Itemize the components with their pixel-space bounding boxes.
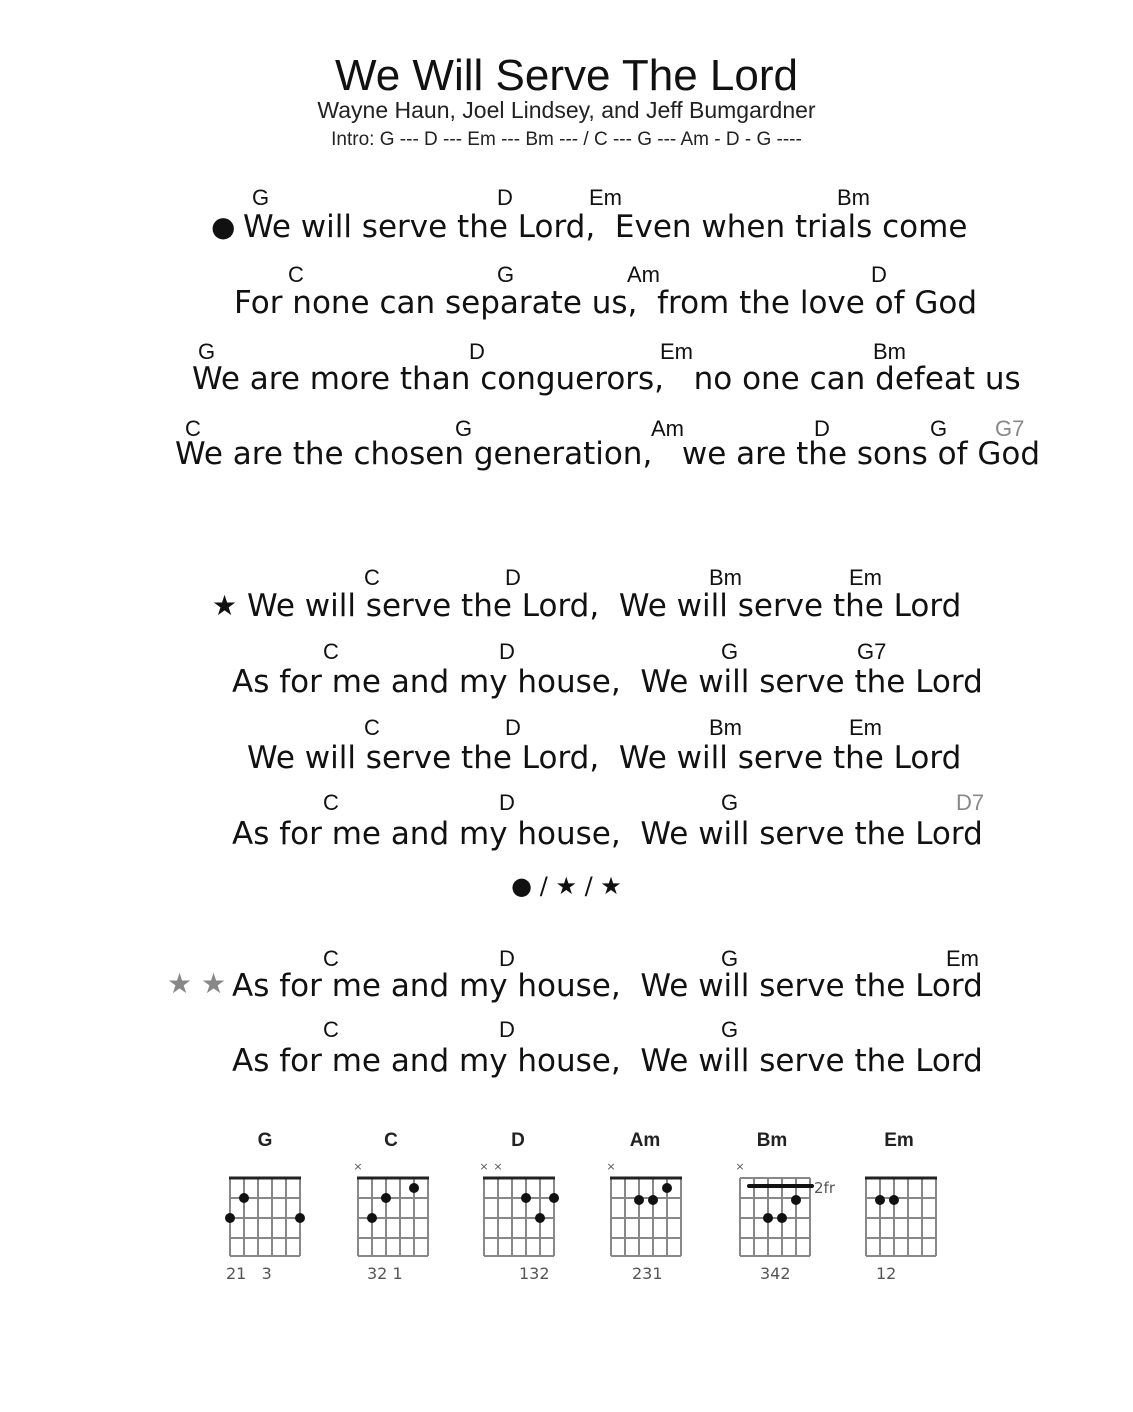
chord-label: D — [499, 790, 515, 815]
muted-string-marker: × — [493, 1160, 503, 1173]
chord-label: C — [288, 262, 304, 287]
tag-marker-stars: ★ ★ — [167, 967, 227, 1000]
chord-diagram-fingering: 32 1 — [367, 1264, 403, 1283]
chord-diagram-fingering: 12 — [876, 1264, 897, 1283]
chord-label: G7 — [857, 639, 887, 664]
verse-marker-bullet: ● — [211, 210, 236, 243]
muted-string-marker: × — [735, 1160, 745, 1173]
chord-label: Em — [660, 339, 693, 364]
fret-label: 2fr — [814, 1179, 835, 1197]
chord-label: C — [364, 565, 380, 590]
chord-label: Am — [651, 416, 684, 441]
chord-diagram-fingering: 21 3 — [226, 1264, 272, 1283]
lyric-line: As for me and my house, We will serve the Lord — [232, 968, 983, 1004]
chord-label: D — [499, 639, 515, 664]
chord-label: G — [721, 946, 739, 971]
chord-diagram-g — [225, 1130, 305, 1283]
chord-label: Bm — [709, 715, 742, 740]
chord-label: G — [721, 790, 739, 815]
chord-label: Em — [849, 565, 882, 590]
chord-label: Bm — [837, 185, 870, 210]
lyric-line: We are more than conguerors, no one can defeat us — [192, 361, 1021, 397]
chord-label: G — [930, 416, 948, 441]
song-authors: Wayne Haun, Joel Lindsey, and Jeff Bumgardner — [317, 97, 816, 123]
chord-label: Em — [946, 946, 979, 971]
chord-label: C — [323, 639, 339, 664]
chord-diagram-name: G — [257, 1130, 273, 1151]
chord-label: C — [323, 946, 339, 971]
chord-label: D — [505, 565, 521, 590]
chord-label: G — [497, 262, 515, 287]
lyric-line: We are the chosen generation, we are the sons of God — [175, 436, 1041, 472]
chord-label: C — [364, 715, 380, 740]
chord-label: Em — [849, 715, 882, 740]
chord-diagram-name: Em — [884, 1130, 914, 1151]
chord-diagram-name: C — [384, 1130, 398, 1151]
chord-label: G — [455, 416, 473, 441]
lyric-line: We will serve the Lord, Even when trials come — [243, 209, 968, 245]
muted-string-marker: × — [353, 1160, 363, 1173]
chord-label: C — [185, 416, 201, 441]
chorus-marker-star: ★ — [212, 589, 238, 622]
chord-diagram-em — [865, 1130, 937, 1283]
chord-diagram-d — [479, 1130, 559, 1283]
chord-label: D — [499, 946, 515, 971]
muted-string-marker: × — [606, 1160, 616, 1173]
chord-label: Bm — [709, 565, 742, 590]
lyric-line: As for me and my house, We will serve the Lord — [232, 664, 983, 700]
chord-label: Am — [627, 262, 660, 287]
chord-diagram-name: Bm — [756, 1130, 788, 1151]
chord-label: Em — [589, 185, 622, 210]
lyric-line: As for me and my house, We will serve the Lord — [232, 1043, 983, 1079]
chord-diagram-fingering: 132 — [519, 1264, 550, 1283]
chord-label: D — [469, 339, 485, 364]
lyric-line: As for me and my house, We will serve the Lord — [232, 816, 983, 852]
chord-diagram-fingering: 231 — [632, 1264, 663, 1283]
chord-label-transition: D7 — [956, 790, 985, 815]
intro-chords: Intro: G --- D --- Em --- Bm --- / C --- G --- Am - D - G ---- — [331, 129, 802, 150]
muted-string-marker: × — [479, 1160, 489, 1173]
chord-diagram-name: D — [511, 1130, 525, 1151]
chord-label: D — [497, 185, 513, 210]
song-sequence: ● / ★ / ★ — [511, 872, 622, 900]
chord-label: Bm — [873, 339, 906, 364]
chord-label: G — [721, 639, 739, 664]
chord-label: G — [252, 185, 270, 210]
lyric-line: For none can separate us, from the love of God — [234, 285, 978, 321]
chord-diagram-name: Am — [629, 1130, 661, 1151]
chord-label: C — [323, 790, 339, 815]
chord-label: D — [814, 416, 830, 441]
chord-diagram-am — [606, 1130, 682, 1283]
chord-label: D — [499, 1017, 515, 1042]
chord-label: G — [721, 1017, 739, 1042]
chord-diagram-fingering: 342 — [760, 1264, 791, 1283]
song-title: We Will Serve The Lord — [335, 51, 798, 100]
chord-diagram-c — [353, 1130, 429, 1283]
chord-label: G — [198, 339, 216, 364]
lyric-line: We will serve the Lord, We will serve the Lord — [247, 740, 962, 776]
chord-label-transition: G7 — [995, 416, 1025, 441]
chord-label: D — [505, 715, 521, 740]
chord-label: C — [323, 1017, 339, 1042]
chord-diagram-bm — [735, 1130, 835, 1283]
chord-label: D — [871, 262, 887, 287]
lyric-line: We will serve the Lord, We will serve the Lord — [247, 588, 962, 624]
